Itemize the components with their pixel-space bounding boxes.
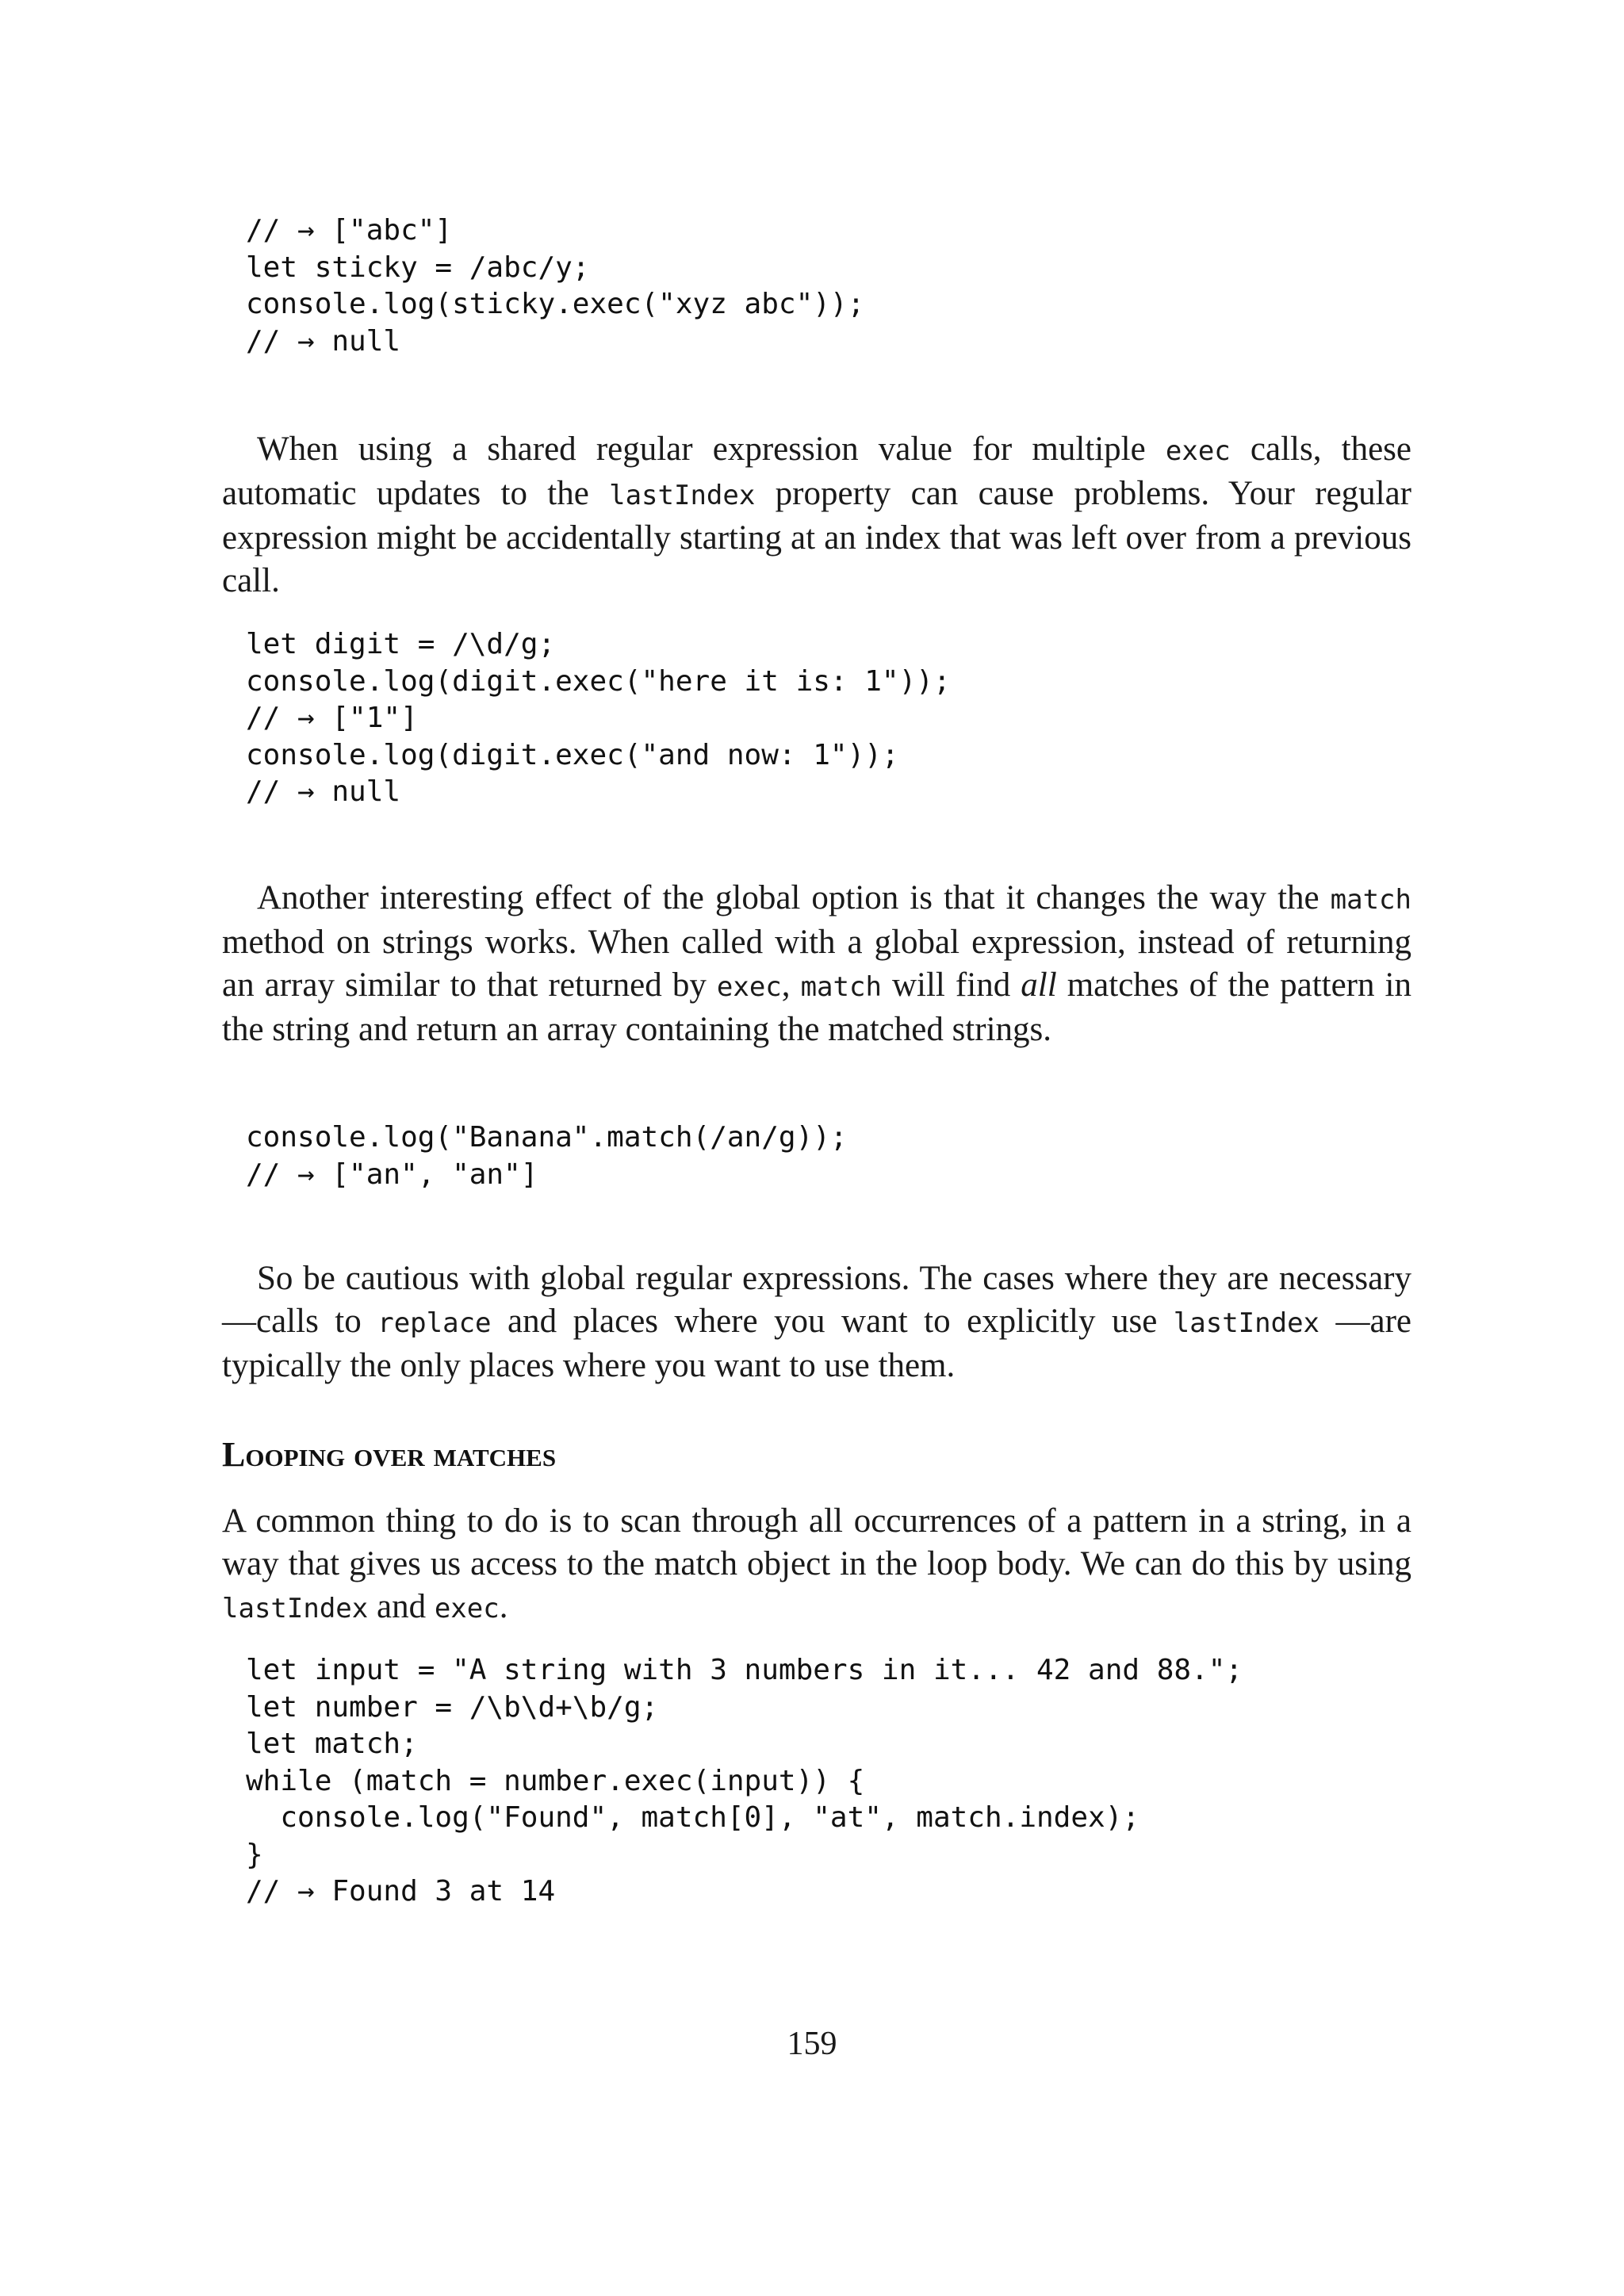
paragraph-global-match [222, 877, 1411, 1051]
text: So be cautious with global regular expressions. The cases where they are necessary—calls to [222, 1260, 1411, 1340]
text: . [499, 1588, 508, 1625]
text: will find [881, 966, 1021, 1004]
text: —are typically the only places where you want to use them. [222, 1303, 1411, 1384]
text: calls, these automatic updates to the [222, 430, 1411, 512]
text: , [781, 966, 801, 1004]
paragraph-lastindex-problems [222, 428, 1411, 603]
inline-code: exec [434, 1593, 500, 1624]
page-number: 159 [787, 2026, 837, 2062]
inline-code: replace [377, 1307, 492, 1339]
paragraph-scan-occurrences [222, 1500, 1411, 1630]
text: and [368, 1588, 435, 1625]
code-block-sticky: // → ["abc"] let sticky = /abc/y; console.log(sticky.exec("xyz abc")); // → null [246, 214, 865, 358]
paragraph-cautious [222, 1257, 1411, 1387]
code-block-digit: let digit = /\d/g; console.log(digit.exec("here it is: 1")); // → ["1"] console.log(digit.exec("and now: 1")); // → null [246, 628, 951, 808]
inline-code: lastIndex [1173, 1307, 1320, 1339]
section-heading: Looping over matches [222, 1435, 557, 1474]
inline-code: lastIndex [222, 1593, 369, 1624]
inline-code: match [1330, 884, 1411, 916]
inline-code: lastIndex [609, 480, 756, 511]
text: and places where you want to explicitly use [491, 1303, 1174, 1340]
text: property can cause problems. Your regular expression might be accidentally starting at an index that was left over from a previous call. [222, 475, 1411, 599]
text: method on strings works. When called with a global expression, instead of returning an array similar to that returned by [222, 924, 1411, 1004]
code-block-banana: console.log("Banana".match(/an/g)); // → ["an", "an"] [246, 1121, 848, 1191]
inline-code: exec [1165, 435, 1231, 467]
emphasis: all [1021, 966, 1057, 1004]
text: Another interesting effect of the global option is that it changes the way the [257, 879, 1331, 916]
text: matches of the pattern in the string and return an array containing the matched strings. [222, 966, 1411, 1048]
code-block-looping: let input = "A string with 3 numbers in it... 42 and 88."; let number = /\b\d+\b/g; let match; while (match = number.exec(input)) { console.log("Found", match[0], "at", match.index); } // → Found 3 at 14 [246, 1654, 1243, 1908]
text: When using a shared regular expression value for multiple [257, 430, 1166, 468]
inline-code: exec [716, 971, 782, 1003]
text: A common thing to do is to scan through all occurrences of a pattern in a string, in a way that gives us access to the match object in the loop body. We can do this by using [222, 1502, 1411, 1582]
inline-code: match [800, 971, 882, 1003]
